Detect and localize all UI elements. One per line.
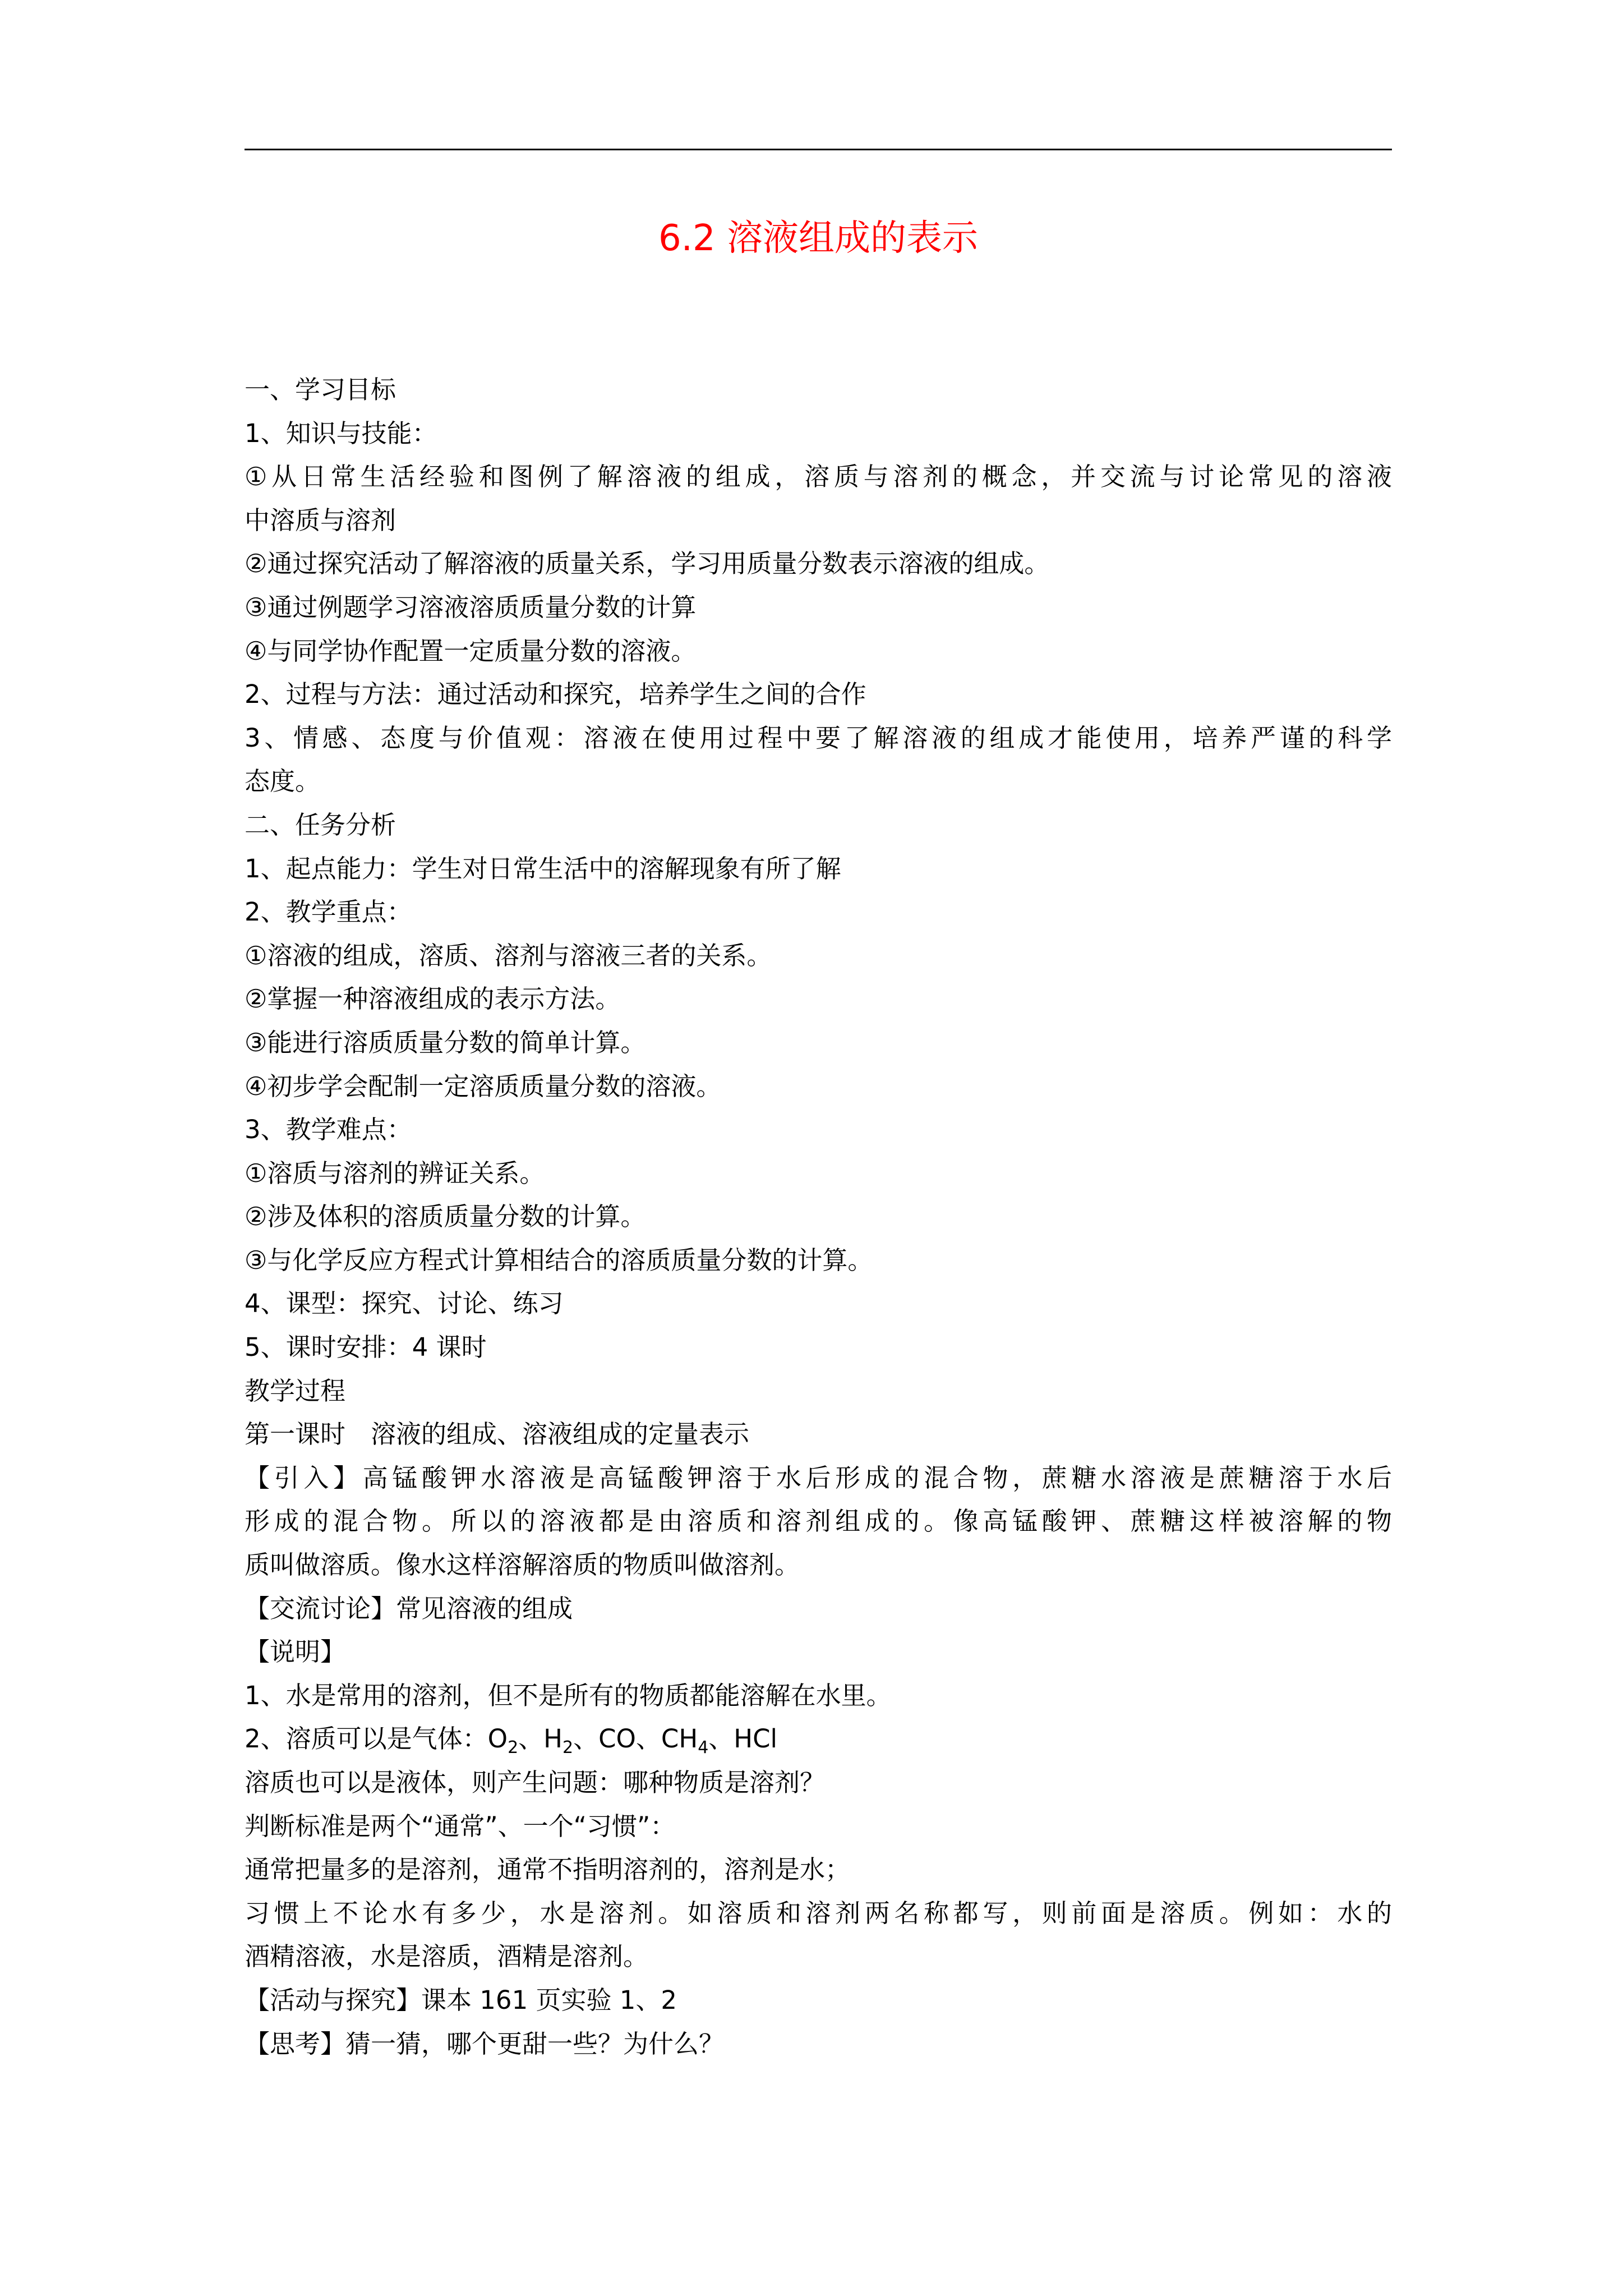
paragraph-line: 质叫做溶质。像水这样溶解溶质的物质叫做溶剂。 [245, 1550, 800, 1580]
paragraph-line: ④与同学协作配置一定质量分数的溶液。 [245, 636, 697, 666]
paragraph-line: 1、水是常用的溶剂，但不是所有的物质都能溶解在水里。 [245, 1680, 892, 1710]
paragraph-line: 3、情感、态度与价值观：溶液在使用过程中要了解溶液的组成才能使用，培养严谨的科学 [245, 723, 1392, 753]
paragraph-line: ④初步学会配制一定溶质质量分数的溶液。 [245, 1071, 722, 1101]
paragraph-line: 2、过程与方法：通过活动和探究，培养学生之间的合作 [245, 679, 866, 710]
paragraph-line: 【交流讨论】常见溶液的组成 [245, 1593, 573, 1623]
paragraph-line: 【说明】 [245, 1637, 346, 1667]
header-rule [245, 149, 1392, 150]
document-body [245, 368, 1392, 2065]
section-heading: 教学过程 [245, 1375, 346, 1406]
paragraph-line: ③能进行溶质质量分数的简单计算。 [245, 1027, 646, 1057]
paragraph-line: 1、起点能力：学生对日常生活中的溶解现象有所了解 [245, 853, 841, 884]
paragraph-line: 1、知识与技能： [245, 418, 437, 448]
paragraph-line: ③通过例题学习溶液溶质质量分数的计算 [245, 592, 697, 622]
paragraph-line: 判断标准是两个“通常”、一个“习惯”： [245, 1811, 676, 1841]
paragraph-line: 形成的混合物。所以的溶液都是由溶质和溶剂组成的。像高锰酸钾、蔗糖这样被溶解的物 [245, 1506, 1392, 1536]
paragraph-line: 中溶质与溶剂 [245, 505, 396, 535]
paragraph-line: 第一课时 溶液的组成、溶液组成的定量表示 [245, 1419, 750, 1450]
paragraph-line: 4、课型：探究、讨论、练习 [245, 1289, 564, 1319]
paragraph-line: 态度。 [245, 766, 321, 797]
paragraph-line: 5、课时安排：4 课时 [245, 1332, 487, 1363]
paragraph-line: ①从日常生活经验和图例了解溶液的组成，溶质与溶剂的概念，并交流与讨论常见的溶液 [245, 462, 1392, 492]
paragraph-line: 习惯上不论水有多少，水是溶剂。如溶质和溶剂两名称都写，则前面是溶质。例如：水的 [245, 1898, 1392, 1928]
paragraph-line: 【引入】高锰酸钾水溶液是高锰酸钾溶于水后形成的混合物，蔗糖水溶液是蔗糖溶于水后 [245, 1462, 1392, 1493]
paragraph-line: ②涉及体积的溶质质量分数的计算。 [245, 1202, 646, 1232]
gas-line-text: 、CO、CH [573, 1724, 698, 1754]
document-title: 6.2 溶液组成的表示 [658, 218, 979, 259]
paragraph-line: ②通过探究活动了解溶液的质量关系，学习用质量分数表示溶液的组成。 [245, 549, 1050, 579]
gas-line-text: 、HCl [708, 1724, 778, 1754]
section-heading: 一、学习目标 [245, 375, 396, 404]
paragraph-line: 通常把量多的是溶剂，通常不指明溶剂的，溶剂是水； [245, 1855, 851, 1885]
paragraph-line: 【活动与探究】课本 161 页实验 1、2 [245, 1985, 677, 2015]
paragraph-line: 酒精溶液，水是溶质，酒精是溶剂。 [245, 1941, 649, 1972]
paragraph-line: ②掌握一种溶液组成的表示方法。 [245, 984, 621, 1014]
gas-solute-line [245, 1717, 1392, 1761]
paragraph-line: ①溶质与溶剂的辨证关系。 [245, 1158, 545, 1188]
paragraph-line: 3、教学难点： [245, 1115, 412, 1145]
paragraph-line: 溶质也可以是液体，则产生问题：哪种物质是溶剂？ [245, 1768, 826, 1797]
subscript: 2 [562, 1738, 574, 1758]
section-heading: 二、任务分析 [245, 809, 396, 840]
subscript: 2 [508, 1738, 519, 1758]
paragraph-line: 2、教学重点： [245, 897, 412, 927]
paragraph-line: ①溶液的组成，溶质、溶剂与溶液三者的关系。 [245, 940, 772, 970]
paragraph-line: ③与化学反应方程式计算相结合的溶质质量分数的计算。 [245, 1245, 873, 1275]
gas-line-prefix: 2、溶质可以是气体：O [245, 1724, 508, 1754]
subscript: 4 [698, 1738, 709, 1758]
gas-line-text: 、H [518, 1724, 562, 1754]
paragraph-line: 【思考】猜一猜，哪个更甜一些？为什么？ [245, 2028, 725, 2059]
